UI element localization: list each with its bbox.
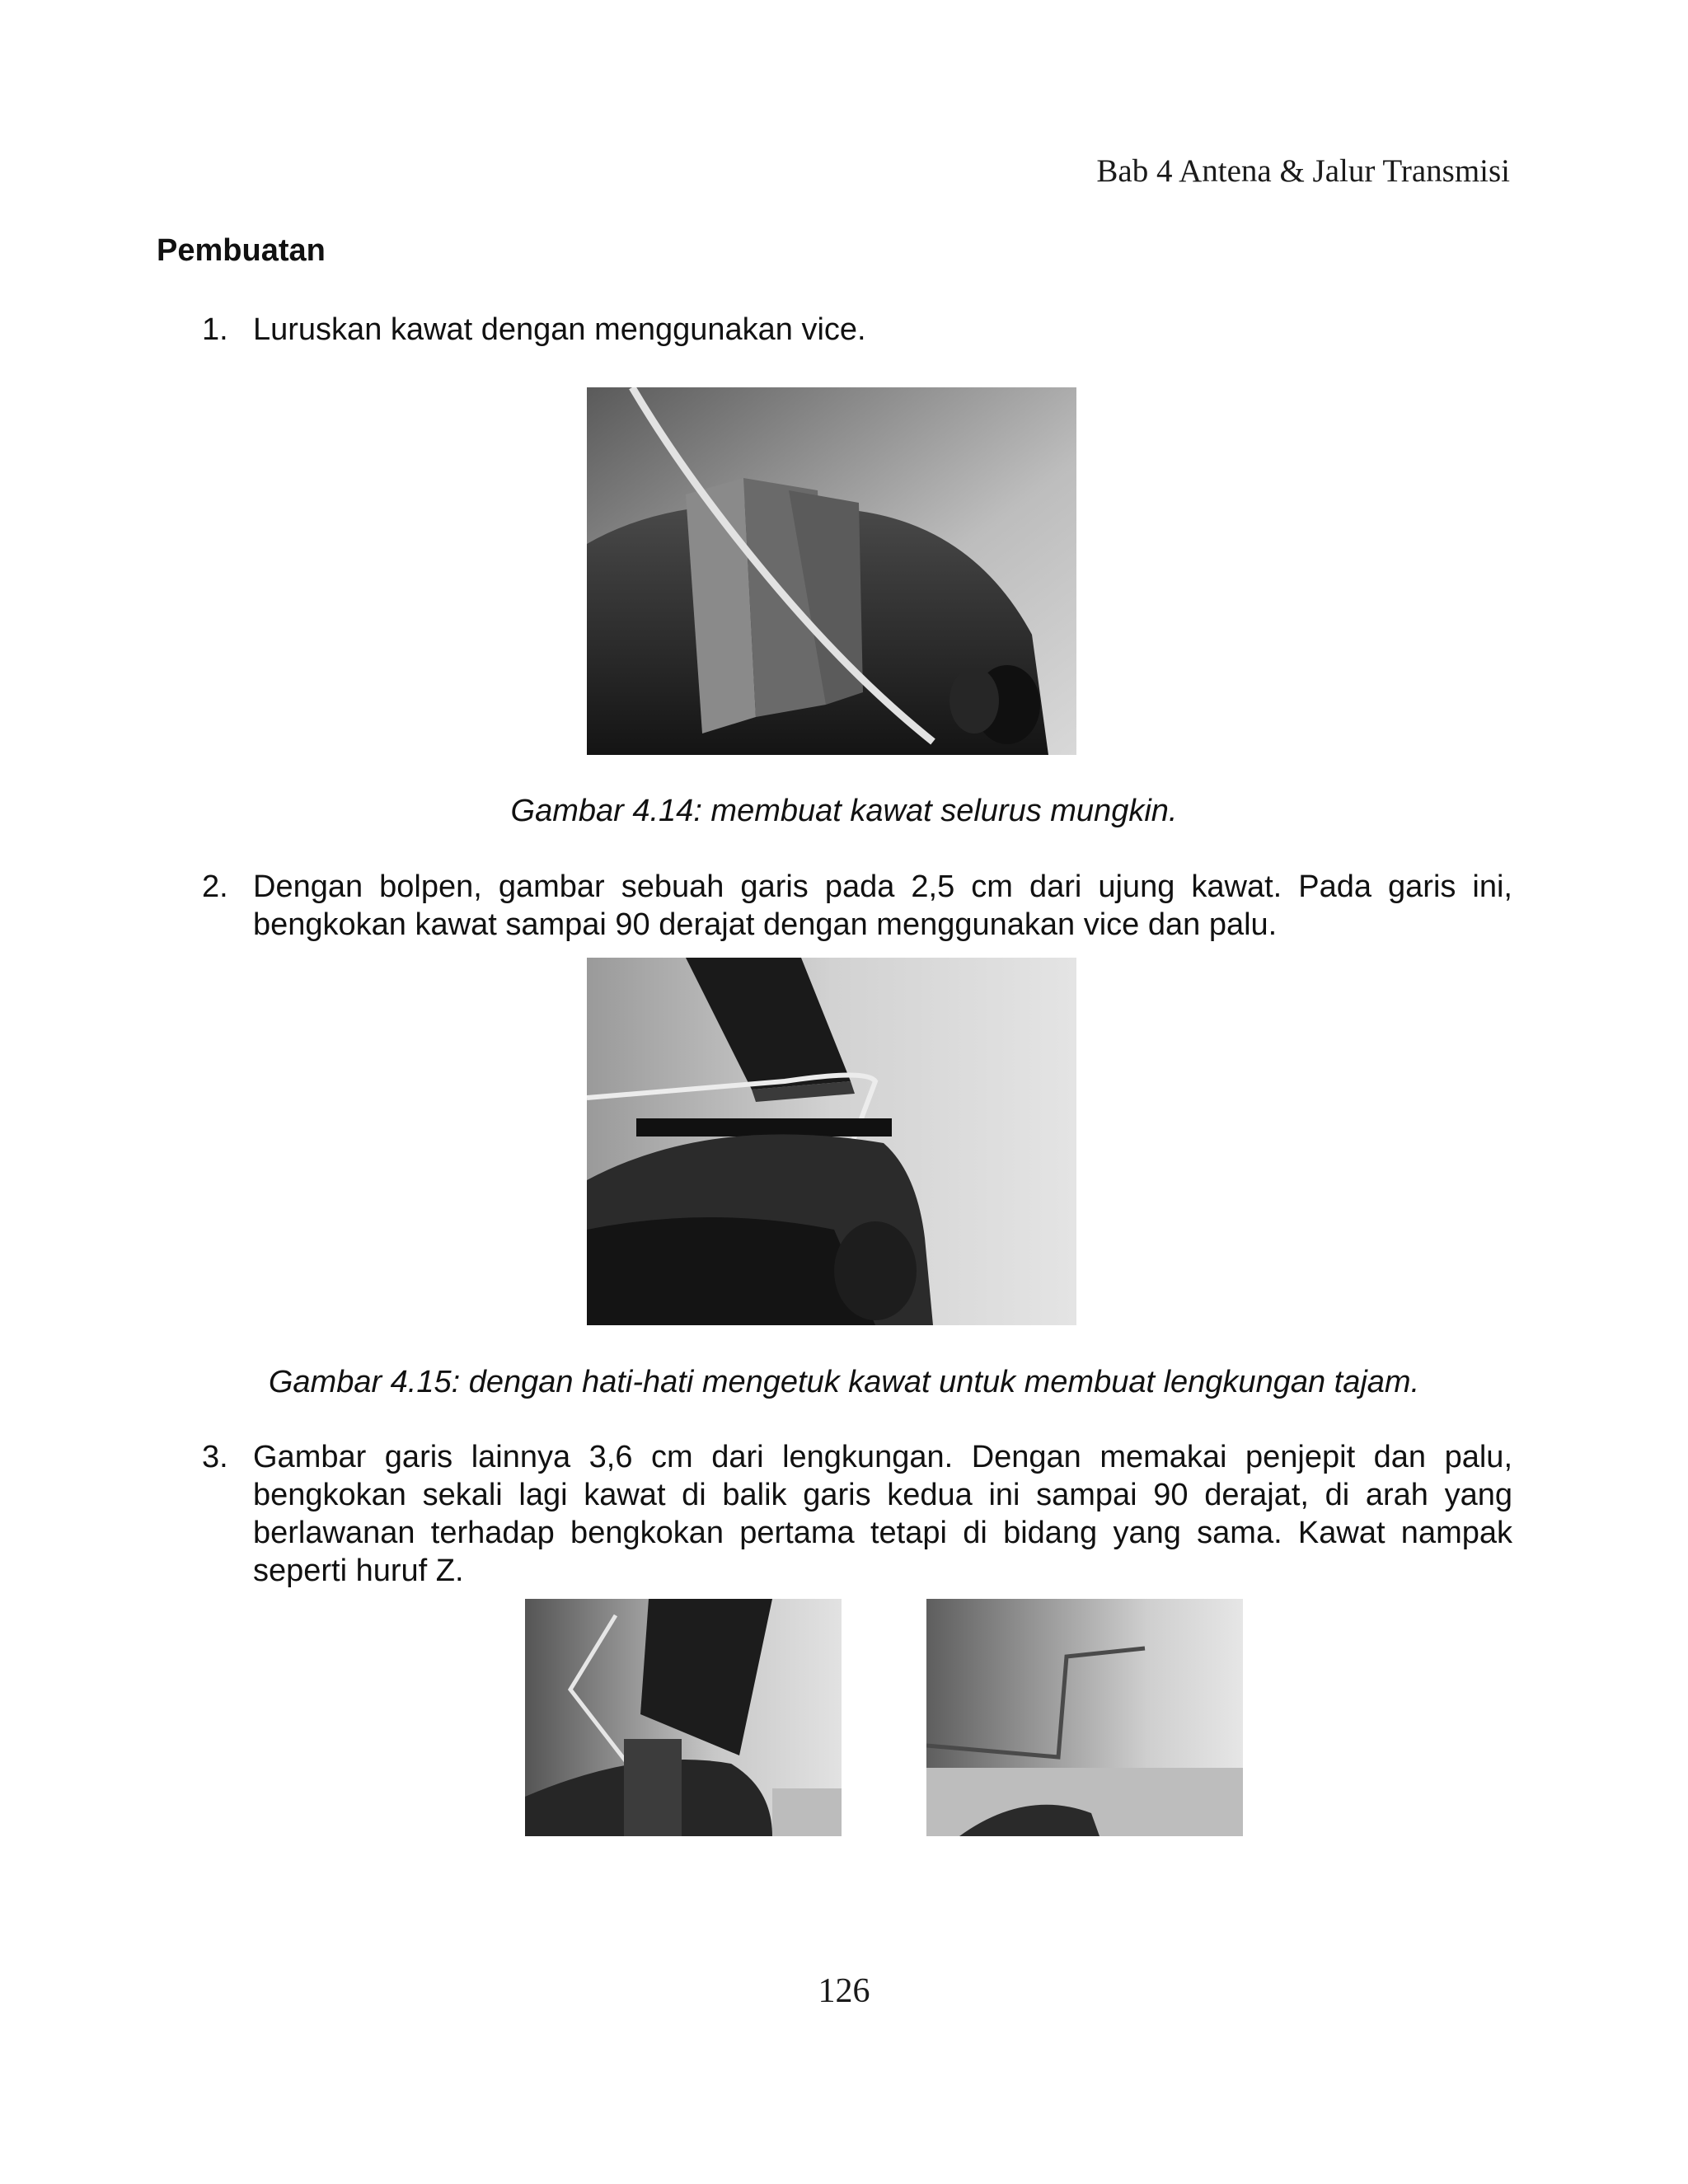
photo-second-bend-hammer (525, 1599, 842, 1836)
step-2 (202, 868, 1512, 944)
step-number: 3. (202, 1440, 228, 1474)
step-text: Gambar garis lainnya 3,6 cm dari lengkungan. Dengan memakai penjepit dan palu, bengkokan sekali lagi kawat di balik garis kedua ini sampai 90 derajat, di arah yang berlawanan terhadap bengkokan pertama tetapi di bidang yang sama. Kawat nampak seperti huruf Z. (253, 1440, 1512, 1588)
step-text: Luruskan kawat dengan menggunakan vice. (253, 312, 866, 347)
photo-z-shaped-wire (926, 1599, 1243, 1836)
step-number: 1. (202, 312, 228, 347)
step-1 (202, 311, 1512, 349)
step-text: Dengan bolpen, gambar sebuah garis pada 2,5 cm dari ujung kawat. Pada garis ini, bengkokan kawat sampai 90 derajat dengan menggunakan vice dan palu. (253, 869, 1512, 942)
section-heading: Pembuatan (157, 233, 326, 268)
figure-caption: Gambar 4.15: dengan hati-hati mengetuk kawat untuk membuat lengkungan tajam. (268, 1365, 1420, 1399)
step-3 (202, 1438, 1512, 1590)
page-number: 126 (818, 1972, 870, 2010)
running-header: Bab 4 Antena & Jalur Transmisi (1096, 153, 1510, 189)
photo-wire-in-vice (587, 387, 1076, 755)
photo-hammer-bending-wire (587, 958, 1076, 1325)
figure-caption: Gambar 4.14: membuat kawat selurus mungkin. (510, 794, 1178, 828)
step-number: 2. (202, 869, 228, 904)
